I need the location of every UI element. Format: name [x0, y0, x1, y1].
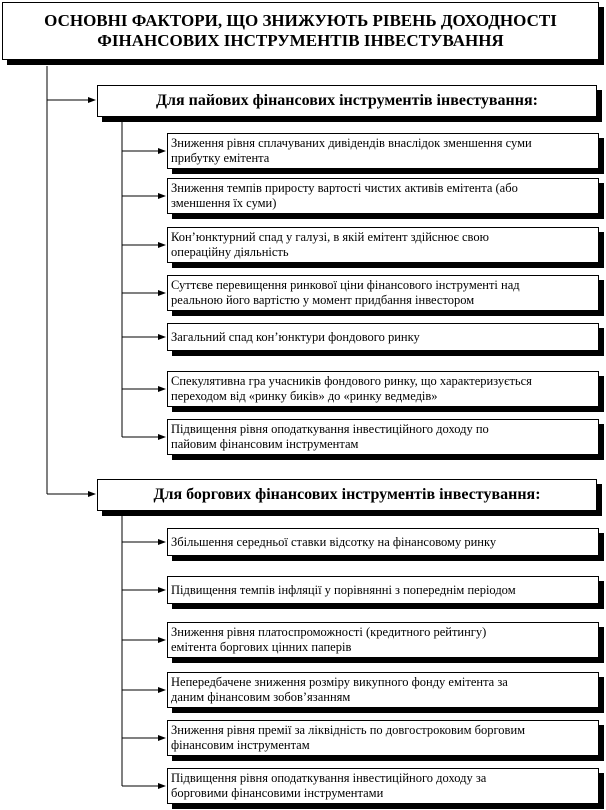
factor-text-line: фінансовим інструментам: [171, 738, 310, 752]
equity-factor-box: [167, 227, 599, 263]
debt-factor-box: [167, 576, 599, 604]
factor-text-line: переходом від «ринку биків» до «ринку ведмедів»: [171, 389, 438, 403]
debt-factor-box: [167, 768, 599, 804]
equity-factor-box: [167, 178, 599, 214]
group-equity-header: Для пайових фінансових інструментів інвестування:: [97, 85, 597, 117]
equity-factor-box: [167, 323, 599, 351]
factor-text-line: Спекулятивна гра учасників фондового ринку, що характеризується: [171, 374, 532, 388]
factor-text-line: пайовим фінансовим інструментам: [171, 437, 359, 451]
group-2-arrowhead: [88, 491, 96, 497]
equity-factor-box: [167, 275, 599, 311]
factor-text-line: Непередбачене зниження розміру викупного фонду емітента за: [171, 675, 508, 689]
factor-text-line: Зниження рівня платоспроможності (кредитного рейтингу): [171, 625, 487, 639]
factor-text-line: Кон’юнктурний спад у галузі, в якій емітент здійснює свою: [171, 230, 489, 244]
debt-factor-box: [167, 720, 599, 756]
factor-text-line: прибутку емітента: [171, 151, 270, 165]
diagram-title-line-1: ОСНОВНІ ФАКТОРИ, ЩО ЗНИЖУЮТЬ РІВЕНЬ ДОХОДНОСТІ: [44, 11, 557, 30]
factor-text-line: даним фінансовим зобов’язанням: [171, 690, 351, 704]
factor-text-line: Збільшення середньої ставки відсотку на фінансовому ринку: [171, 534, 497, 549]
debt-factor-box: [167, 622, 599, 658]
group-1-arrowhead: [88, 97, 96, 103]
factor-text-line: Загальний спад кон’юнктури фондового ринку: [171, 329, 420, 344]
equity-factor-box: [167, 419, 599, 455]
factor-text-line: Зниження рівня сплачуваних дивідендів внаслідок зменшення суми: [171, 136, 532, 150]
factor-text-line: реальною його вартістю у момент придбання інвестором: [171, 293, 475, 307]
factor-text-line: емітента боргових цінних паперів: [171, 640, 352, 654]
factor-text-line: Зниження рівня премії за ліквідність по довгостроковим борговим: [171, 723, 526, 737]
factor-text-line: Підвищення рівня оподаткування інвестиційного доходу за: [171, 771, 487, 785]
equity-factor-box: [167, 133, 599, 169]
factor-text-line: Суттєве перевищення ринкової ціни фінансового інструменті над: [171, 278, 520, 292]
equity-factor-box: [167, 371, 599, 407]
diagram-title-line-2: ФІНАНСОВИХ ІНСТРУМЕНТІВ ІНВЕСТУВАННЯ: [97, 31, 504, 50]
debt-factor-box: [167, 672, 599, 708]
factor-text-line: Підвищення темпів інфляції у порівнянні з попереднім періодом: [171, 582, 516, 597]
factor-text-line: Підвищення рівня оподаткування інвестиційного доходу по: [171, 422, 489, 436]
factor-text-line: борговими фінансовими інструментами: [171, 786, 384, 800]
factor-text-line: Зниження темпів приросту вартості чистих активів емітента (або: [171, 181, 518, 195]
debt-factor-box: [167, 528, 599, 556]
factor-text-line: зменшення їх суми): [171, 196, 277, 210]
group-debt-header: Для боргових фінансових інструментів інвестування:: [97, 479, 597, 511]
factor-text-line: операційну діяльність: [171, 245, 289, 259]
